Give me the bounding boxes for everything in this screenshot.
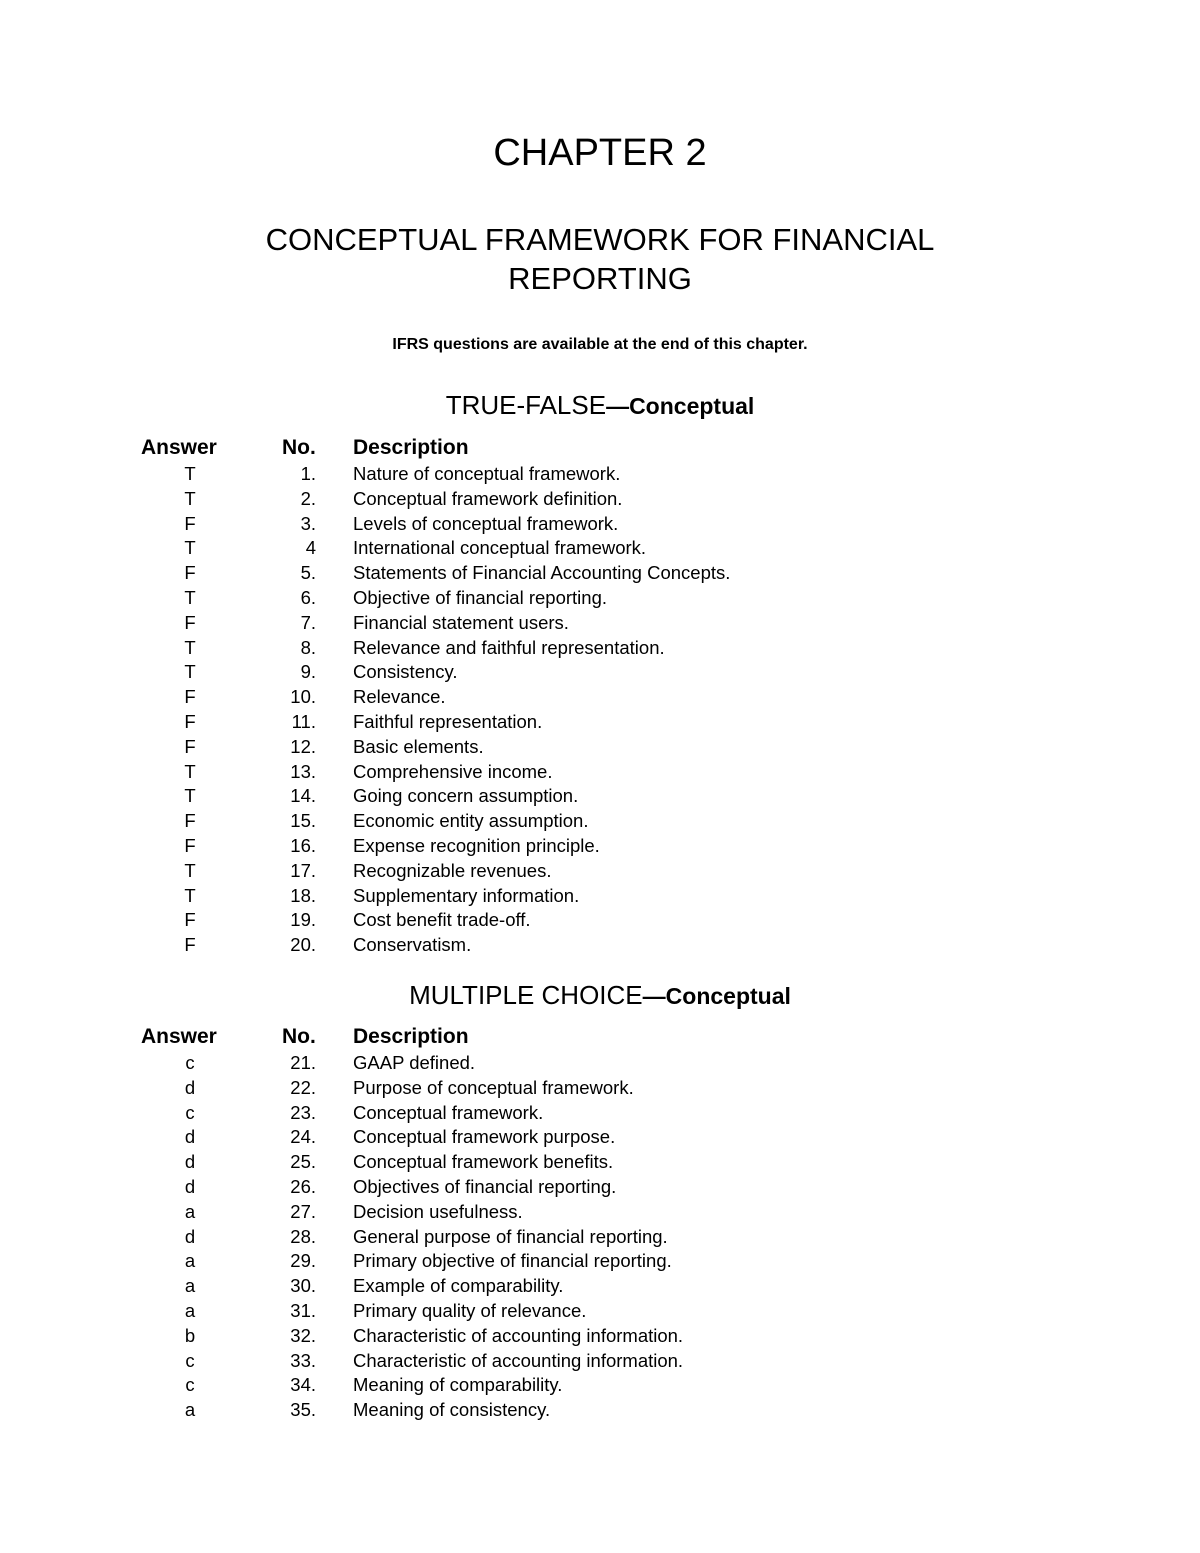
question-row [0, 859, 1200, 884]
description-cell: Objective of financial reporting. [353, 586, 607, 608]
number-cell: 31. [290, 1299, 316, 1321]
number-cell: 19. [290, 909, 316, 931]
description-cell: Conceptual framework definition. [353, 487, 623, 509]
subtitle-line-2: REPORTING [508, 261, 692, 296]
question-row [0, 1101, 1200, 1126]
question-row [0, 933, 1200, 958]
question-row [0, 908, 1200, 933]
answer-cell: a [184, 1200, 196, 1222]
description-cell: Conceptual framework. [353, 1101, 544, 1123]
description-cell: Meaning of consistency. [353, 1399, 551, 1421]
column-header-no: No. [282, 436, 316, 459]
description-cell: Going concern assumption. [353, 785, 579, 807]
section-heading-sub: —Conceptual [642, 983, 791, 1009]
answer-cell: d [184, 1151, 196, 1173]
question-row [0, 760, 1200, 785]
number-cell: 33. [290, 1349, 316, 1371]
description-cell: Meaning of comparability. [353, 1374, 563, 1396]
description-cell: Decision usefulness. [353, 1200, 523, 1222]
number-cell: 12. [290, 735, 316, 757]
question-row [0, 586, 1200, 611]
section-heading-true-false [0, 389, 1200, 422]
answer-cell: T [184, 760, 196, 782]
description-cell: Purpose of conceptual framework. [353, 1076, 634, 1098]
description-cell: Primary objective of financial reporting. [353, 1250, 672, 1272]
description-cell: Comprehensive income. [353, 760, 553, 782]
answer-cell: a [184, 1275, 196, 1297]
description-cell: Expense recognition principle. [353, 834, 600, 856]
description-cell: Relevance and faithful representation. [353, 636, 665, 658]
question-row [0, 710, 1200, 735]
answer-cell: d [184, 1175, 196, 1197]
answer-cell: d [184, 1225, 196, 1247]
question-row [0, 685, 1200, 710]
description-cell: Characteristic of accounting information. [353, 1349, 684, 1371]
answer-cell: F [184, 562, 196, 584]
number-cell: 7. [300, 611, 316, 633]
description-cell: Economic entity assumption. [353, 810, 589, 832]
number-cell: 28. [290, 1225, 316, 1247]
number-cell: 29. [290, 1250, 316, 1272]
description-cell: Supplementary information. [353, 884, 580, 906]
subtitle-line-1: CONCEPTUAL FRAMEWORK FOR FINANCIAL [265, 222, 935, 257]
description-cell: Levels of conceptual framework. [353, 512, 619, 534]
number-cell: 34. [290, 1374, 316, 1396]
question-row [0, 1150, 1200, 1175]
question-row [0, 1299, 1200, 1324]
answer-cell: F [184, 834, 196, 856]
answer-cell: F [184, 611, 196, 633]
description-cell: Recognizable revenues. [353, 859, 552, 881]
question-row [0, 536, 1200, 561]
number-cell: 2. [300, 487, 316, 509]
chapter-title: CHAPTER 2 [493, 132, 707, 174]
number-cell: 6. [300, 586, 316, 608]
question-row [0, 636, 1200, 661]
question-row [0, 1175, 1200, 1200]
multiple-choice-list [0, 1051, 1200, 1423]
description-cell: GAAP defined. [353, 1052, 476, 1073]
number-cell: 26. [290, 1175, 316, 1197]
question-row [0, 512, 1200, 537]
description-cell: Nature of conceptual framework. [353, 463, 621, 484]
description-cell: Statements of Financial Accounting Concepts. [353, 562, 731, 584]
column-header-no: No. [282, 1025, 316, 1048]
question-row [0, 735, 1200, 760]
number-cell: 3. [300, 512, 316, 534]
section-heading-multiple-choice [0, 979, 1200, 1012]
answer-cell: F [184, 686, 196, 708]
column-header-description: Description [353, 436, 469, 459]
number-cell: 23. [290, 1101, 316, 1123]
answer-cell: a [184, 1399, 196, 1421]
number-cell: 21. [290, 1052, 316, 1073]
description-cell: Financial statement users. [353, 611, 569, 633]
description-cell: Cost benefit trade-off. [353, 909, 531, 931]
description-cell: Consistency. [353, 661, 458, 683]
answer-cell: a [184, 1299, 196, 1321]
question-row [0, 462, 1200, 487]
question-row [0, 1249, 1200, 1274]
question-row [0, 611, 1200, 636]
question-row [0, 487, 1200, 512]
question-row [0, 834, 1200, 859]
description-cell: Conceptual framework purpose. [353, 1126, 616, 1148]
answer-cell: d [184, 1076, 196, 1098]
answer-cell: T [184, 785, 196, 807]
number-cell: 10. [290, 686, 316, 708]
description-cell: Conservatism. [353, 934, 472, 956]
chapter-subtitle [0, 220, 1200, 298]
answer-cell: T [184, 463, 196, 484]
number-cell: 17. [290, 859, 316, 881]
section-heading-sub: —Conceptual [606, 393, 755, 419]
number-cell: 27. [290, 1200, 316, 1222]
description-cell: Example of comparability. [353, 1275, 564, 1297]
section-heading-main: TRUE-FALSE [445, 390, 607, 420]
answer-cell: c [185, 1101, 195, 1123]
question-row [0, 784, 1200, 809]
true-false-list [0, 462, 1200, 958]
answer-cell: a [184, 1250, 196, 1272]
description-cell: Faithful representation. [353, 710, 543, 732]
number-cell: 8. [300, 636, 316, 658]
number-cell: 4 [305, 537, 316, 559]
number-cell: 9. [300, 661, 316, 683]
answer-cell: T [184, 884, 196, 906]
number-cell: 11. [291, 710, 316, 732]
answer-cell: F [184, 909, 196, 931]
number-cell: 30. [290, 1275, 316, 1297]
answer-cell: T [184, 636, 196, 658]
question-row [0, 1324, 1200, 1349]
question-row [0, 1373, 1200, 1398]
question-row [0, 1125, 1200, 1150]
answer-cell: T [184, 859, 196, 881]
description-cell: Characteristic of accounting information. [353, 1324, 684, 1346]
question-row [0, 809, 1200, 834]
answer-cell: F [184, 934, 196, 956]
number-cell: 22. [290, 1076, 316, 1098]
question-row [0, 660, 1200, 685]
number-cell: 1. [300, 463, 316, 484]
number-cell: 16. [290, 834, 316, 856]
answer-cell: c [185, 1349, 195, 1371]
answer-cell: c [185, 1052, 195, 1073]
description-cell: International conceptual framework. [353, 537, 647, 559]
number-cell: 24. [290, 1126, 316, 1148]
question-row [0, 1349, 1200, 1374]
answer-cell: F [184, 810, 196, 832]
number-cell: 13. [290, 760, 316, 782]
number-cell: 35. [290, 1399, 316, 1421]
question-row [0, 1225, 1200, 1250]
question-row [0, 561, 1200, 586]
answer-cell: F [184, 710, 196, 732]
description-cell: Relevance. [353, 686, 446, 708]
column-header-answer: Answer [141, 1025, 217, 1048]
answer-cell: T [184, 661, 196, 683]
description-cell: Conceptual framework benefits. [353, 1151, 614, 1173]
question-row [0, 1274, 1200, 1299]
description-cell: Objectives of financial reporting. [353, 1175, 617, 1197]
answer-cell: c [185, 1374, 195, 1396]
answer-cell: T [184, 586, 196, 608]
answer-cell: F [184, 512, 196, 534]
column-header-answer: Answer [141, 436, 217, 459]
description-cell: General purpose of financial reporting. [353, 1225, 668, 1247]
number-cell: 32. [290, 1324, 316, 1346]
answer-cell: F [184, 735, 196, 757]
description-cell: Basic elements. [353, 735, 484, 757]
description-cell: Primary quality of relevance. [353, 1299, 587, 1321]
question-row [0, 1398, 1200, 1423]
ifrs-note: IFRS questions are available at the end of this chapter. [392, 336, 808, 353]
section-heading-main: MULTIPLE CHOICE [409, 980, 643, 1010]
number-cell: 25. [290, 1151, 316, 1173]
answer-cell: b [184, 1324, 196, 1346]
number-cell: 5. [300, 562, 316, 584]
number-cell: 14. [290, 785, 316, 807]
question-row [0, 1200, 1200, 1225]
answer-cell: T [184, 537, 196, 559]
number-cell: 20. [290, 934, 316, 956]
question-row [0, 1051, 1200, 1076]
question-row [0, 1076, 1200, 1101]
answer-cell: T [184, 487, 196, 509]
number-cell: 15. [290, 810, 316, 832]
answer-cell: d [184, 1126, 196, 1148]
column-header-description: Description [353, 1025, 469, 1048]
number-cell: 18. [290, 884, 316, 906]
question-row [0, 884, 1200, 909]
